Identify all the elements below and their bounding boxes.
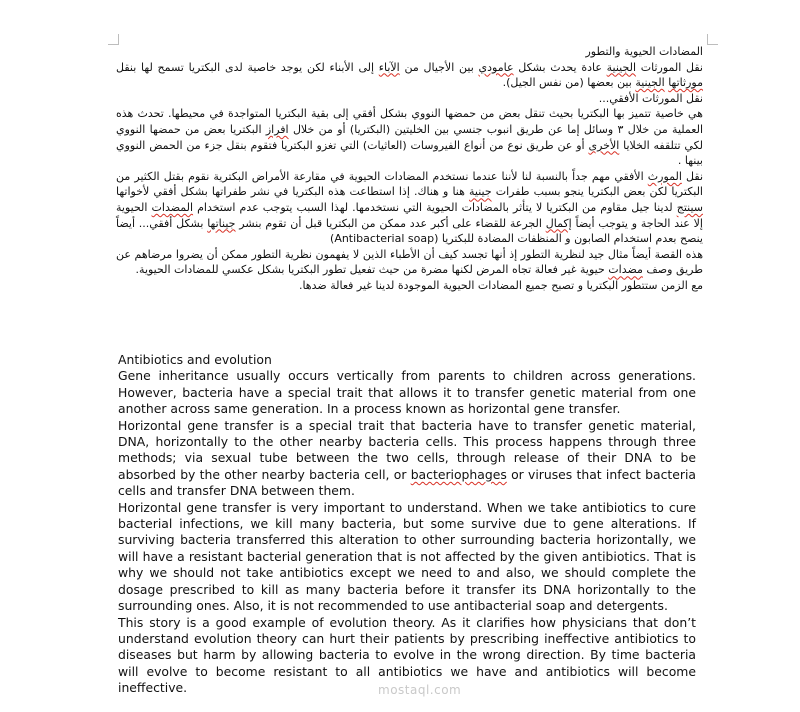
spelling-flag: المورث xyxy=(647,169,682,183)
arabic-paragraph: نقل المورث الأفقي مهم جداً بالنسبة لنا لأننا عندما نستخدم المضادات الحيوية في مقارعة الأمراض البكترية نقوم بقتل الكثير من البكتريا لكن بعض البكتريا ينجو بسبب طفرات جينية هنا و هناك. إذا استطاعت هذه البكتريا في نشر طفراتها بشكل أفقي لأخواتها سينتج لدينا جيل مقاوم من البكتريا لا يتأثر بالمضادات الحيوية التي نستخدمها. لهذا السبب يتوجب عدم استخدام المضدات الحيوية إلا عند الحاجة و يتوجب أيضاً إكمال الجرعة للقضاء على أكبر عدد ممكن من البكتريا قبل أن تقوم بنشر جيناتها بشكل أفقي... أيضاً ينصح بعدم استخدام الصابون و المنظفات المضادة للبكتريا (Antibacterial soap) xyxy=(116,169,704,246)
english-paragraph: Horizontal gene transfer is a special trait that bacteria have to transfer genetic material, DNA, horizontally to the other nearby bacteria cells. This process happens through three methods; via sexual tube between the two cells, through release of their DNA to be absorbed by the other nearby bacteria cell, or bacteriophages or viruses that infect bacteria cells and transfer DNA between them. xyxy=(118,417,697,499)
english-paragraph: This story is a good example of evolution theory. As it clarifies how physicians that don’t understand evolution theory can hurt their patients by prescribing ineffective antibiotics to diseases but harm by allowing bacteria to evolve in the wrong direction. By time bacteria will evolve to become resistant to all antibiotics we have and antibiotics will become ineffective. xyxy=(118,614,696,696)
arabic-paragraph: هذه القصة أيضاً مثال جيد لنظرية التطور إذ أنها تجسد كيف أن الأطباء الذين لا يفهمون نظرية التطور ممكن أن يضروا مرضاهم عن طريق وصف مضدات حيوية غير فعالة تجاه المرض لكنها مضرة من حيث تفعيل تطور البكتريا بشكل عكسي للمضادات الحيوية. xyxy=(116,247,703,277)
english-title: Antibiotics and evolution xyxy=(118,352,272,367)
watermark: mostaql.com xyxy=(378,683,462,697)
arabic-title: المضادات الحيوية والتطور xyxy=(585,45,703,58)
spelling-flag: جيناتها xyxy=(207,216,236,230)
spelling-flag: مورثاتها xyxy=(668,76,703,90)
spelling-flag: جينية xyxy=(469,185,492,199)
arabic-paragraph: مع الزمن ستتطور البكتريا و تصبح جميع المضادات الحيوية الموجودة لدينا غير فعالة ضدها. xyxy=(298,278,703,292)
spelling-flag: الجينية xyxy=(635,76,665,90)
spelling-flag: الجينية xyxy=(606,60,637,74)
arabic-section xyxy=(116,44,703,294)
crop-mark-top-right xyxy=(707,34,718,45)
english-paragraph: Gene inheritance usually occurs vertically from parents to children across generations. However, bacteria have a special trait that allows it to transfer genetic material from one another across same generation. In a process known as horizontal gene transfer. xyxy=(118,368,696,417)
arabic-paragraph: هي خاصية تتميز بها البكتريا بحيث تنقل بعض من حمضها النووي بشكل أفقي إلى بقية البكتريا المتواجدة في محيطها. تحدث هذه العملية من خلال ٣ وسائل إما عن طريق انبوب جنسي بين الخليتين (البكتريا) أو من خلال افراز البكتريا بعض من حمضها النووي لكي تتلقفه الخلايا الأخرى أو عن طريق نوع من أنواع الفيروسات (العاثيات) التي تغزو البكتريا فتقوم بنقل جزء من الحمض النووي بينها . xyxy=(116,107,703,168)
arabic-paragraph: نقل المورثات الجينية عادة يحدث بشكل عامودي بين الأجيال من الآباء إلى الأبناء لكن يوجد خاصية لدى البكتريا تسمح لها بنقل مورثاتها الجينية بين بعضها (من نفس الجيل). xyxy=(116,60,703,90)
spelling-flag: إكمال xyxy=(545,216,572,230)
spelling-flag: المضدات xyxy=(151,200,194,214)
english-section xyxy=(118,352,696,697)
spelling-flag: افراز xyxy=(265,122,289,136)
arabic-paragraph: نقل المورثات الأفقي... xyxy=(598,91,703,105)
english-paragraph: Horizontal gene transfer is very important to understand. When we take antibiotics to cure bacterial infections, we kill many bacteria, but some survive due to gene alterations. If surviving bacteria transferred this alteration to other surrounding bacteria horizontally, we will have a resistant bacterial generation that is not affected by the given antibiotics. That is why we should not take antibiotics except we need to and also, we should complete the dosage prescribed to kill as many bacteria before it transfer its DNA horizontally to the surrounding ones. Also, it is not recommended to use antibacterial soap and detergents. xyxy=(118,499,696,614)
spelling-flag: الأخرى xyxy=(588,138,620,152)
spelling-flag: مضدات xyxy=(608,263,643,277)
spelling-flag: bacteriophages xyxy=(410,466,507,482)
spelling-flag: عامودي xyxy=(478,60,514,74)
spelling-flag: الآباء xyxy=(378,60,400,74)
spelling-flag: سينتج xyxy=(676,200,704,214)
